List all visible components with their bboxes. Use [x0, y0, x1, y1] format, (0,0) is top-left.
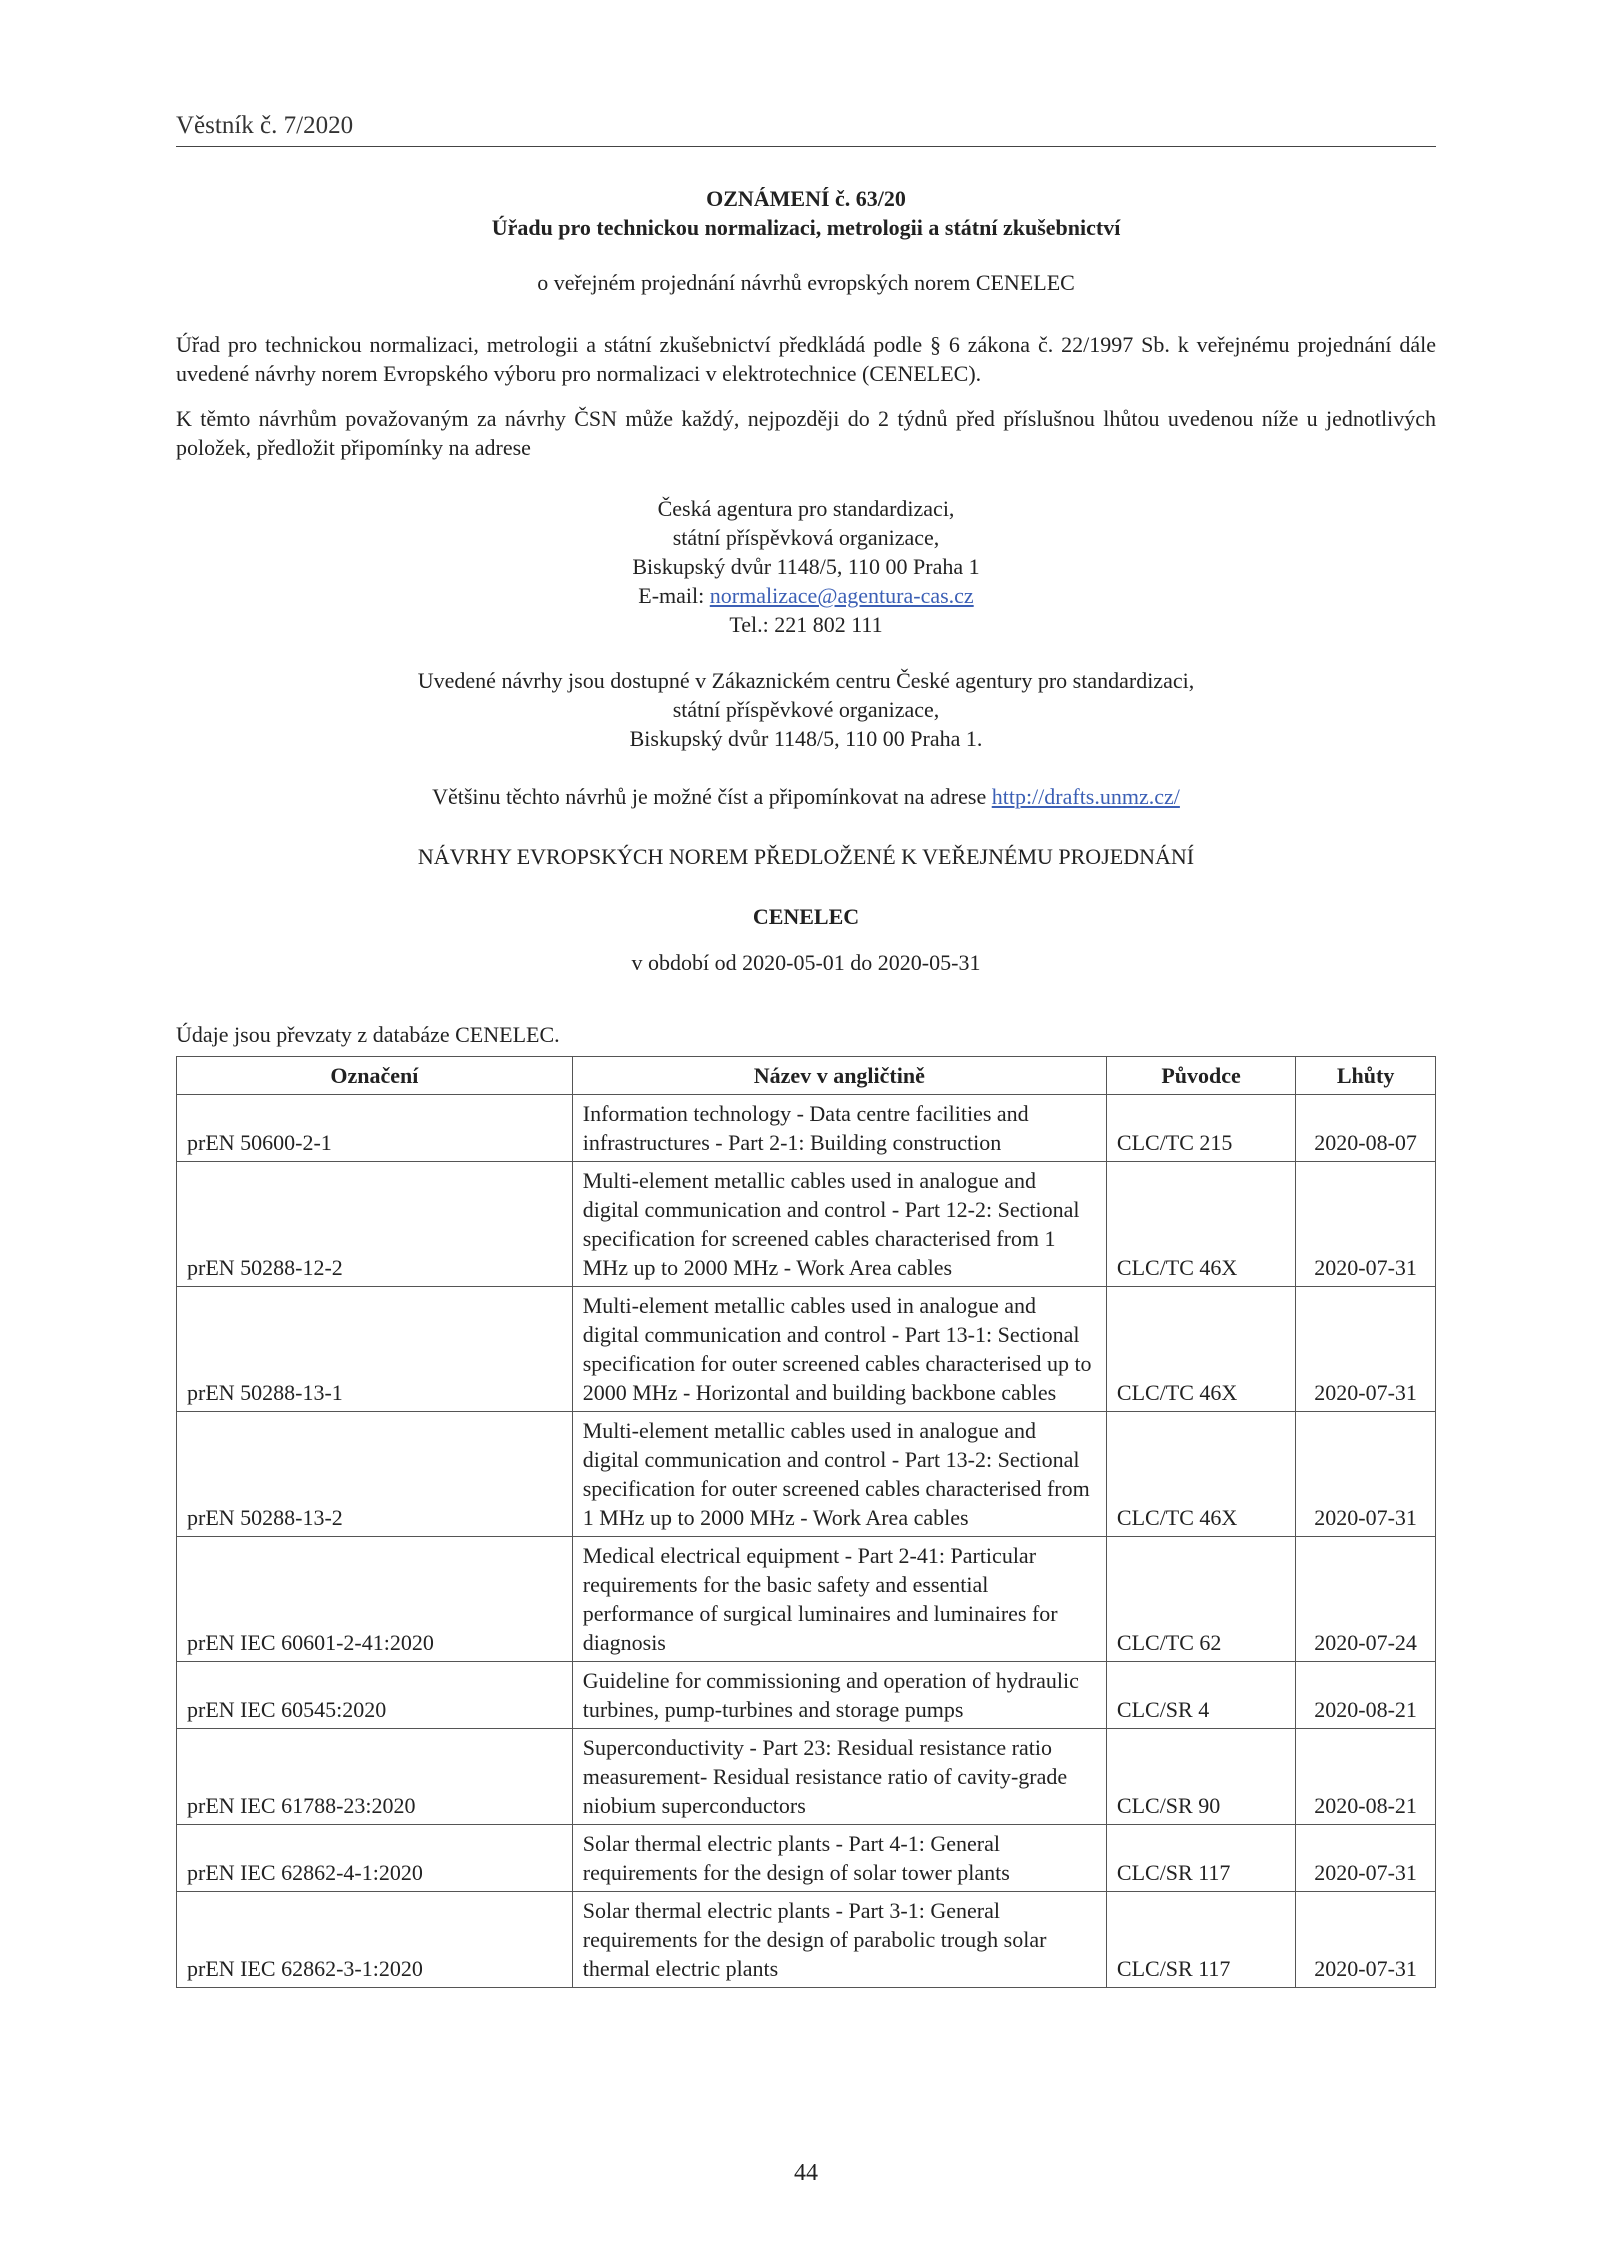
- standard-name: Guideline for commissioning and operation of hydraulic turbines, pump-turbines and storage pumps: [572, 1662, 1106, 1729]
- standard-deadline: 2020-07-31: [1296, 1162, 1436, 1287]
- standard-name: Multi-element metallic cables used in analogue and digital communication and control - Part 12-2: Sectional specification for screened cables characterised from 1 MHz up to 2000 MHz - Work Area cables: [572, 1162, 1106, 1287]
- table-row: [177, 1162, 1436, 1287]
- standard-deadline: 2020-07-31: [1296, 1825, 1436, 1892]
- online-text: Většinu těchto návrhů je možné číst a připomínkovat na adrese: [432, 784, 992, 809]
- standard-origin: CLC/SR 4: [1106, 1662, 1295, 1729]
- address-line: Česká agentura pro standardizaci,: [657, 496, 955, 521]
- announcement-subtitle: o veřejném projednání návrhů evropských norem CENELEC: [537, 270, 1075, 295]
- standard-code: prEN IEC 60545:2020: [177, 1662, 573, 1729]
- column-header-origin: Původce: [1106, 1057, 1295, 1095]
- availability-line: Uvedené návrhy jsou dostupné v Zákaznickém centru České agentury pro standardizaci,: [417, 668, 1195, 693]
- section-title: NÁVRHY EVROPSKÝCH NOREM PŘEDLOŽENÉ K VEŘEJNÉMU PROJEDNÁNÍ: [417, 844, 1195, 869]
- address-line: Biskupský dvůr 1148/5, 110 00 Praha 1: [632, 554, 980, 579]
- standard-code: prEN IEC 60601-2-41:2020: [177, 1537, 573, 1662]
- table-row: [177, 1662, 1436, 1729]
- standards-table: [176, 1056, 1436, 1988]
- address-line: státní příspěvková organizace,: [672, 525, 940, 550]
- standard-deadline: 2020-08-07: [1296, 1095, 1436, 1162]
- email-link[interactable]: normalizace@agentura-cas.cz: [709, 583, 974, 608]
- standard-code: prEN IEC 62862-4-1:2020: [177, 1825, 573, 1892]
- standard-name: Solar thermal electric plants - Part 3-1: General requirements for the design of parabolic trough solar thermal electric plants: [572, 1892, 1106, 1988]
- standard-name: Multi-element metallic cables used in analogue and digital communication and control - Part 13-2: Sectional specification for outer screened cables characterised from 1 MHz up to 2000 MHz - Work Area cables: [572, 1412, 1106, 1537]
- table-row: [177, 1095, 1436, 1162]
- table-header-row: [177, 1057, 1436, 1095]
- source-note: Údaje jsou převzaty z databáze CENELEC.: [176, 1022, 560, 1047]
- announcement-number: OZNÁMENÍ č. 63/20: [706, 186, 906, 211]
- standard-deadline: 2020-07-31: [1296, 1287, 1436, 1412]
- standard-deadline: 2020-08-21: [1296, 1662, 1436, 1729]
- column-header-deadline: Lhůty: [1296, 1057, 1436, 1095]
- standard-name: Medical electrical equipment - Part 2-41: Particular requirements for the basic safety and essential performance of surgical luminaires and luminaires for diagnosis: [572, 1537, 1106, 1662]
- table-row: [177, 1537, 1436, 1662]
- period: v období od 2020-05-01 do 2020-05-31: [631, 950, 981, 975]
- table-row: [177, 1825, 1436, 1892]
- standard-deadline: 2020-07-31: [1296, 1892, 1436, 1988]
- table-row: [177, 1412, 1436, 1537]
- availability-line: státní příspěvkové organizace,: [672, 697, 940, 722]
- table-row: [177, 1287, 1436, 1412]
- standard-origin: CLC/SR 90: [1106, 1729, 1295, 1825]
- standard-origin: CLC/TC 46X: [1106, 1162, 1295, 1287]
- standard-code: prEN 50600-2-1: [177, 1095, 573, 1162]
- table-row: [177, 1892, 1436, 1988]
- issuing-office: Úřadu pro technickou normalizaci, metrologii a státní zkušebnictví: [491, 215, 1121, 240]
- email-line: [176, 581, 1436, 610]
- email-label: E-mail:: [638, 583, 710, 608]
- standard-origin: CLC/TC 46X: [1106, 1412, 1295, 1537]
- standard-origin: CLC/TC 46X: [1106, 1287, 1295, 1412]
- table-row: [177, 1729, 1436, 1825]
- organization-name: CENELEC: [752, 904, 860, 929]
- column-header-name: Název v angličtině: [572, 1057, 1106, 1095]
- column-header-code: Označení: [177, 1057, 573, 1095]
- standard-origin: CLC/TC 62: [1106, 1537, 1295, 1662]
- online-drafts-note: [176, 782, 1436, 811]
- standard-code: prEN IEC 61788-23:2020: [177, 1729, 573, 1825]
- drafts-link[interactable]: http://drafts.unmz.cz/: [991, 784, 1180, 809]
- standard-name: Solar thermal electric plants - Part 4-1: General requirements for the design of solar tower plants: [572, 1825, 1106, 1892]
- intro-paragraph-2: K těmto návrhům považovaným za návrhy ČSN může každý, nejpozději do 2 týdnů před příslušnou lhůtou uvedenou níže u jednotlivých položek, předložit připomínky na adrese: [176, 406, 1436, 460]
- phone-line: Tel.: 221 802 111: [729, 612, 883, 637]
- standard-code: prEN 50288-13-1: [177, 1287, 573, 1412]
- standard-origin: CLC/SR 117: [1106, 1825, 1295, 1892]
- standard-origin: CLC/TC 215: [1106, 1095, 1295, 1162]
- availability-line: Biskupský dvůr 1148/5, 110 00 Praha 1.: [629, 726, 983, 751]
- intro-paragraph-1: Úřad pro technickou normalizaci, metrologii a státní zkušebnictví předkládá podle § 6 zákona č. 22/1997 Sb. k veřejnému projednání dále uvedené návrhy norem Evropského výboru pro normalizaci v elektrotechnice (CENELEC).: [176, 332, 1436, 386]
- standard-name: Multi-element metallic cables used in analogue and digital communication and control - Part 13-1: Sectional specification for outer screened cables characterised up to 2000 MHz - Horizontal and building backbone cables: [572, 1287, 1106, 1412]
- standard-deadline: 2020-07-31: [1296, 1412, 1436, 1537]
- standard-origin: CLC/SR 117: [1106, 1892, 1295, 1988]
- availability-block: [176, 666, 1436, 753]
- announcement-title: [176, 184, 1436, 242]
- standard-code: prEN IEC 62862-3-1:2020: [177, 1892, 573, 1988]
- address-block: [176, 494, 1436, 639]
- standard-deadline: 2020-07-24: [1296, 1537, 1436, 1662]
- standard-name: Information technology - Data centre facilities and infrastructures - Part 2-1: Building construction: [572, 1095, 1106, 1162]
- standard-code: prEN 50288-13-2: [177, 1412, 573, 1537]
- page-number: 44: [794, 2160, 818, 2186]
- journal-header: Věstník č. 7/2020: [176, 112, 1436, 147]
- standard-name: Superconductivity - Part 23: Residual resistance ratio measurement- Residual resistance ratio of cavity-grade niobium superconductors: [572, 1729, 1106, 1825]
- standard-deadline: 2020-08-21: [1296, 1729, 1436, 1825]
- standard-code: prEN 50288-12-2: [177, 1162, 573, 1287]
